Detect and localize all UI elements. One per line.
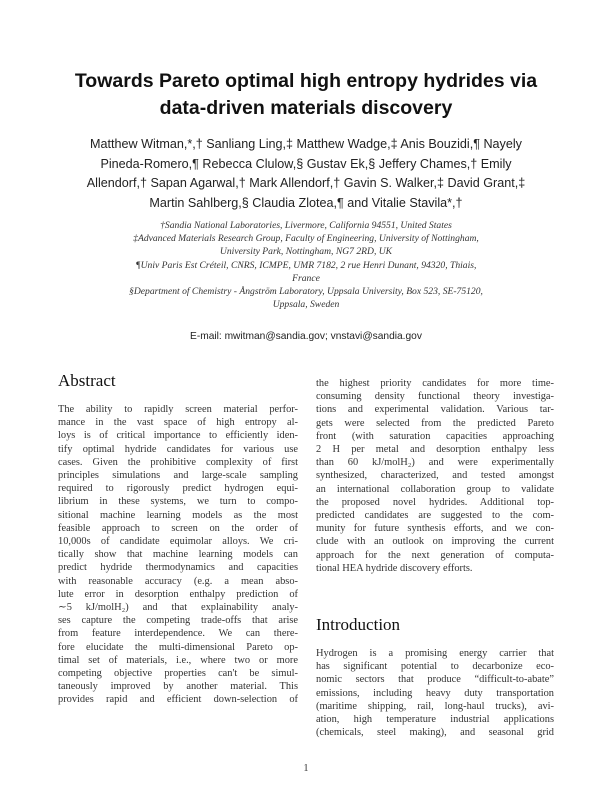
- affiliation-line: ¶Univ Paris Est Créteil, CNRS, ICMPE, UMR 7182, 2 rue Henri Dunant, 94320, Thiais,: [135, 259, 477, 271]
- author-list: [58, 135, 554, 213]
- title-line: Towards Pareto optimal high entropy hydrides via: [74, 70, 538, 92]
- text-line: competing objective properties can't be simul-: [58, 668, 298, 680]
- affiliation-line: §Department of Chemistry - Ångström Laboratory, Uppsala University, Box 523, SE-75120,: [129, 286, 483, 298]
- introduction-column: [316, 647, 554, 739]
- text-line: The ability to rapidly screen material perfor-: [58, 404, 298, 415]
- text-line: librium in these systems, we turn to compo-: [58, 496, 298, 508]
- text-line: tional HEA hydride discovery efforts.: [316, 562, 473, 574]
- paper-title: [60, 68, 552, 122]
- text-line: clude with an outlook on improving the current: [316, 536, 554, 548]
- text-line: tically show that machine learning models can: [58, 549, 298, 561]
- text-line: predicted candidates are suggested to the com-: [316, 510, 554, 522]
- text-line: lute error in desorption enthalpy prediction of: [58, 588, 298, 600]
- text-line: loys is of critical importance to efficiently iden-: [58, 430, 298, 442]
- text-line: front (with saturation capacities approaching: [316, 430, 554, 442]
- text-line: an international collaboration group to validate: [316, 483, 554, 495]
- text-line: ation, high temperature industrial applications: [316, 714, 554, 726]
- text-line: nomic sectors that produce “difficult-to-abate”: [316, 674, 554, 686]
- text-line: emissions, including heavy duty transportation: [316, 687, 554, 699]
- affiliation-list: [62, 219, 550, 311]
- text-line: the proposed novel hydrides. Additional top-: [316, 496, 554, 508]
- text-line: ∼5 kJ/molH₂) and that explainability analy-: [58, 602, 298, 614]
- author-line: Pineda-Romero,¶ Rebecca Clulow,§ Gustav Ek,§ Jeffery Chames,† Emily: [100, 156, 512, 171]
- affiliation-line: France: [292, 272, 320, 284]
- title-line: data-driven materials discovery: [159, 97, 453, 119]
- text-line: fore elucidate the multi-dimensional Pareto op-: [58, 641, 298, 653]
- text-line: cases. Given the prohibitive complexity of first: [58, 456, 298, 468]
- affiliation-line: ‡Advanced Materials Research Group, Faculty of Engineering, University of Nottingham,: [133, 233, 479, 245]
- text-line: principles simulations and large-scale sampling: [58, 470, 298, 482]
- text-line: required to rigorously predict hydrogen equi-: [58, 483, 298, 495]
- contact-email: E-mail: mwitman@sandia.gov; vnstavi@sandia.gov: [190, 331, 422, 342]
- text-line: synthesized, characterized, and tested amongst: [316, 470, 554, 482]
- abstract-right-column: [316, 377, 554, 575]
- text-line: gets were selected from the predicted Pareto: [316, 417, 554, 429]
- text-line: (maritime shipping, rail, long-haul trucks), avi-: [316, 700, 554, 712]
- text-line: predict hydride thermodynamics and capacities: [58, 562, 298, 574]
- abstract-left-column: [58, 403, 298, 707]
- author-line: Matthew Witman,*,† Sanliang Ling,‡ Matthew Wadge,‡ Anis Bouzidi,¶ Nayely: [90, 137, 522, 151]
- text-line: the highest priority candidates for more time-: [316, 378, 554, 389]
- text-line: has significant potential to decarbonize eco-: [316, 661, 554, 673]
- author-line: Allendorf,† Sapan Agarwal,† Mark Allendorf,† Gavin S. Walker,‡ David Grant,‡: [86, 176, 526, 190]
- affiliation-line: Uppsala, Sweden: [272, 299, 340, 311]
- text-line: tions and experimental validation. Various tar-: [316, 404, 554, 416]
- text-line: ses capture the competing trade-offs that arise: [58, 615, 298, 627]
- text-line: timal set of materials, i.e., where two or more: [58, 654, 298, 666]
- text-line: sitional machine learning models as the most: [58, 509, 298, 521]
- author-line: Martin Sahlberg,§ Claudia Zlotea,¶ and Vitalie Stavila*,†: [149, 195, 463, 210]
- text-line: taneously improved by another material. This: [58, 681, 298, 693]
- introduction-heading: Introduction: [316, 615, 401, 634]
- affiliation-line: University Park, Nottingham, NG7 2RD, UK: [219, 246, 393, 258]
- text-line: feasible approach to screen on the order of: [58, 522, 298, 534]
- text-line: approach for the next generation of computa-: [316, 549, 554, 561]
- text-line: mance in the vast space of high entropy al-: [58, 417, 298, 429]
- text-line: 10,000s of candidate equimolar alloys. We cri-: [58, 536, 298, 548]
- text-line: 2 H per metal and desorption enthalpy less: [316, 444, 554, 456]
- text-line: (chemicals, steel making), and seasonal grid: [316, 727, 554, 739]
- affiliation-line: †Sandia National Laboratories, Livermore, California 94551, United States: [160, 220, 452, 231]
- text-line: from feature interdependence. We can there-: [58, 628, 298, 640]
- text-line: than 60 kJ/molH₂) and were experimentally: [316, 457, 554, 469]
- text-line: munity for future synthesis efforts, and we con-: [316, 523, 554, 535]
- text-line: consuming density functional theory investiga-: [316, 391, 554, 403]
- page-number: 1: [303, 763, 309, 774]
- abstract-heading: Abstract: [58, 371, 116, 390]
- text-line: tify optimal hydride candidates for various use: [58, 443, 298, 455]
- text-line: Hydrogen is a promising energy carrier that: [316, 648, 554, 659]
- text-line: with reasonable accuracy (e.g. a mean abso-: [58, 575, 298, 587]
- text-line: provides rapid and efficient down-selection of: [58, 694, 298, 706]
